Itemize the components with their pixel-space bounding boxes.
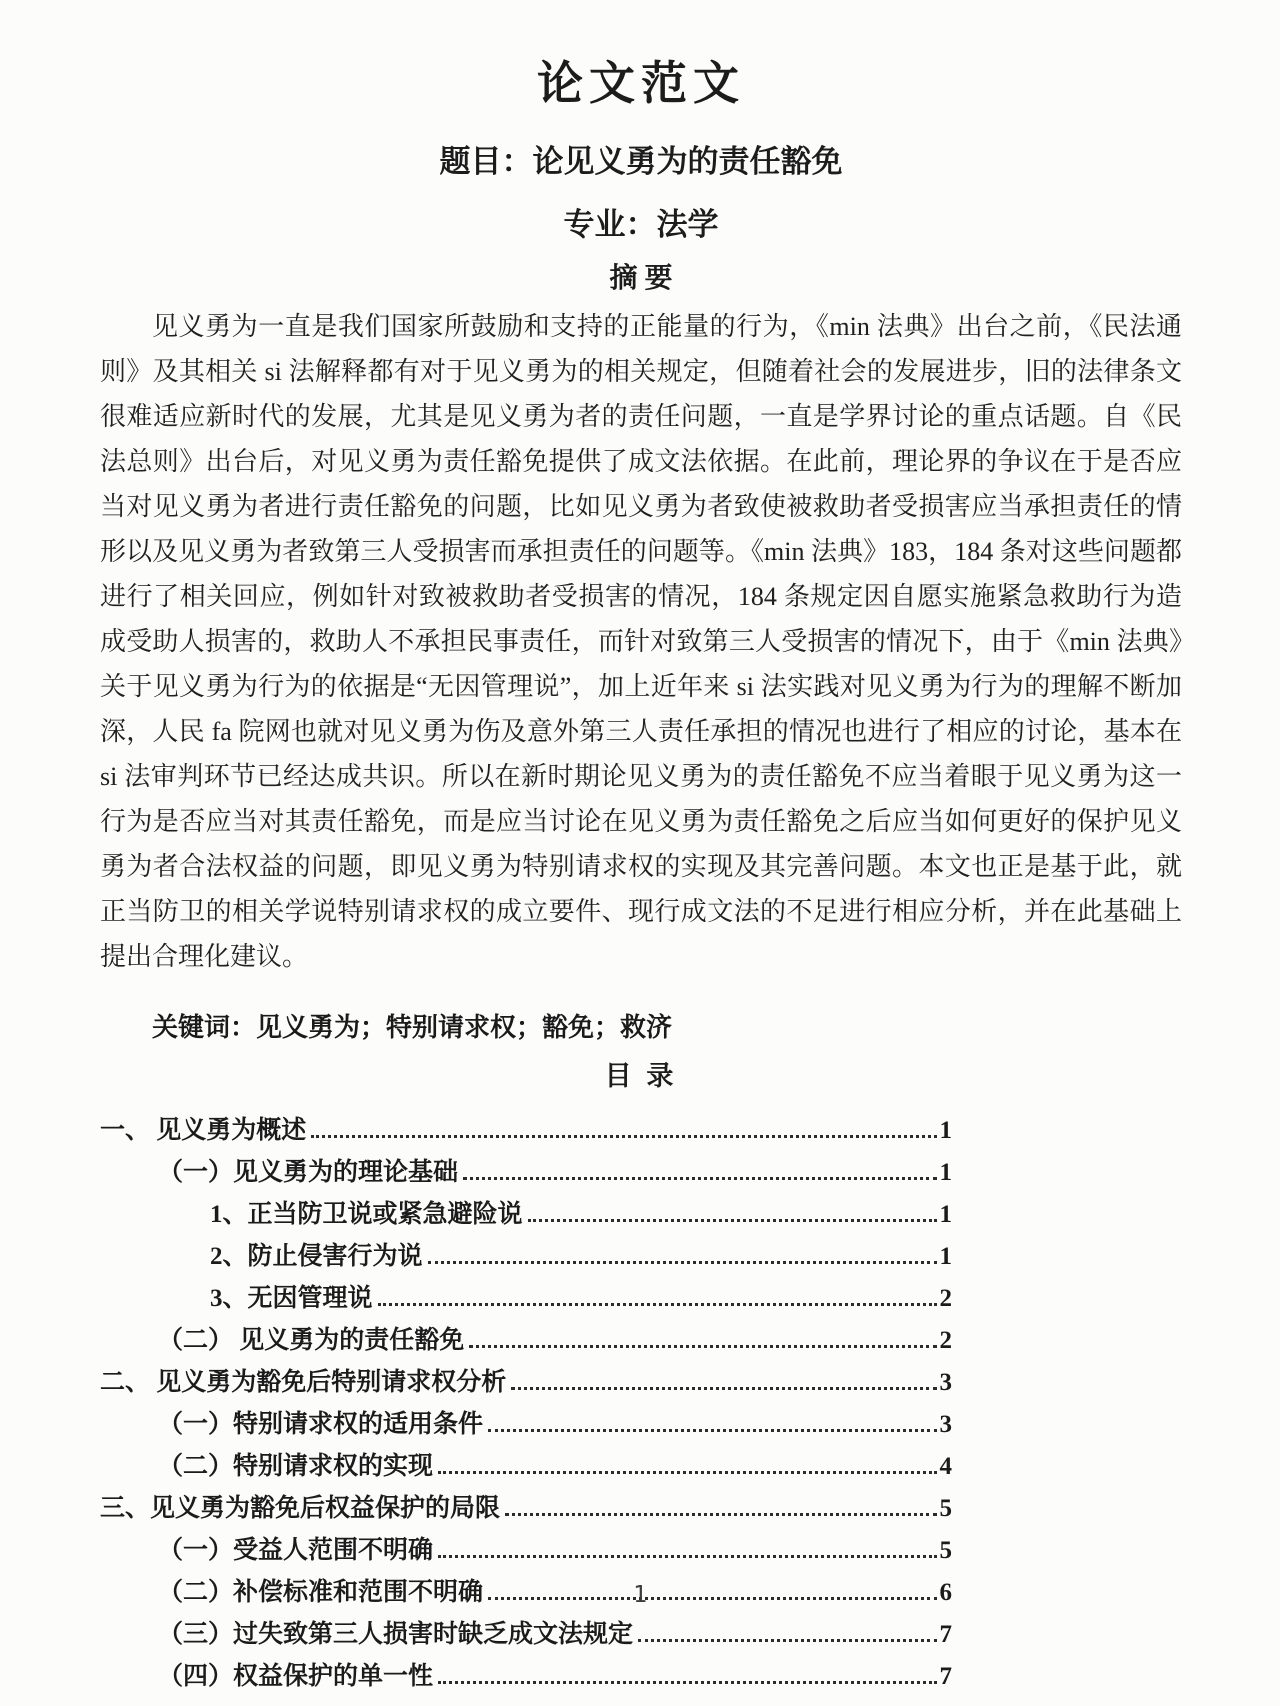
toc-entry bbox=[100, 1103, 952, 1145]
toc-heading: 目 录 bbox=[604, 1060, 678, 1091]
toc-dotted-leader bbox=[463, 1177, 936, 1180]
toc-entry-label: 1、正当防卫说或紧急避险说 bbox=[210, 1200, 523, 1228]
toc-entry-page: 5 bbox=[939, 1494, 952, 1522]
toc-entry-page: 2 bbox=[939, 1326, 952, 1354]
toc-entry-label: 2、防止侵害行为说 bbox=[210, 1242, 423, 1270]
toc-entry-label: （四）权益保护的单一性 bbox=[158, 1662, 434, 1690]
toc-entry bbox=[100, 1607, 952, 1649]
toc-dotted-leader bbox=[438, 1681, 936, 1684]
keywords-line: 关键词：见义勇为；特别请求权；豁免；救济 bbox=[152, 1012, 673, 1042]
toc-entry bbox=[100, 1187, 952, 1229]
toc-dotted-leader bbox=[438, 1471, 936, 1474]
abstract-paragraph: 见义勇为一直是我们国家所鼓励和支持的正能量的行为，《min 法典》出台之前，《民法通则》及其相关 si 法解释都有对于见义勇为的相关规定，但随着社会的发展进步，旧的法律条文很难适应新时代的发展，尤其是见义勇为者的责任问题，一直是学界讨论的重点话题。自《民法总则》出台后，对见义勇为责任豁免提供了成文法依据。在此前，理论界的争议在于是否应当对见义勇为者进行责任豁免的问题，比如见义勇为者致使被救助者受损害应当承担责任的情形以及见义勇为者致第三人受损害而承担责任的问题等。《min 法典》183，184 条对这些问题都进行了相关回应，例如针对致被救助者受损害的情况，184 条规定因自愿实施紧急救助行为造成受助人损害的，救助人不承担民事责任，而针对致第三人受损害的情况下，由于《min 法典》关于见义勇为行为的依据是“无因管理说”，加上近年来 si 法实践对见义勇为行为的理解不断加深，人民 fa 院网也就对见义勇为伤及意外第三人责任承担的情况也进行了相应的讨论，基本在 si 法审判环节已经达成共识。所以在新时期论见义勇为的责任豁免不应当着眼于见义勇为这一行为是否应当对其责任豁免，而是应当讨论在见义勇为责任豁免之后应当如何更好的保护见义勇为者合法权益的问题，即见义勇为特别请求权的实现及其完善问题。本文也正是基于此，就正当防卫的相关学说特别请求权的成立要件、现行成文法的不足进行相应分析，并在此基础上提出合理化建议。 bbox=[100, 311, 1182, 971]
toc-entry bbox=[100, 1523, 952, 1565]
toc-entry-page: 2 bbox=[939, 1284, 952, 1312]
toc-entry-page: 6 bbox=[939, 1578, 952, 1606]
toc-dotted-leader bbox=[378, 1303, 937, 1306]
toc-entry bbox=[100, 1229, 952, 1271]
toc-entry-label: （一）见义勇为的理论基础 bbox=[158, 1158, 459, 1186]
toc-entry bbox=[100, 1481, 952, 1523]
toc-entry-page: 1 bbox=[939, 1242, 952, 1270]
toc-dotted-leader bbox=[488, 1429, 936, 1432]
abstract-heading: 摘 要 bbox=[609, 262, 673, 294]
toc-entry bbox=[100, 1355, 952, 1397]
toc-entry bbox=[100, 1313, 952, 1355]
toc-entry-label: 3、无因管理说 bbox=[210, 1284, 373, 1312]
toc-entry-label: 一、 见义勇为概述 bbox=[100, 1116, 307, 1144]
toc-entry-label: 二、 见义勇为豁免后特别请求权分析 bbox=[100, 1368, 507, 1396]
document-title: 论文范文 bbox=[537, 58, 745, 109]
toc-entry-label: （三）过失致第三人损害时缺乏成文法规定 bbox=[158, 1620, 634, 1648]
toc-entry-page: 1 bbox=[939, 1200, 952, 1228]
toc-entry-label: （一）特别请求权的适用条件 bbox=[158, 1410, 484, 1438]
toc-entry-page: 7 bbox=[939, 1620, 952, 1648]
topic-line: 题目：论见义勇为的责任豁免 bbox=[439, 144, 843, 180]
toc-dotted-leader bbox=[428, 1261, 937, 1264]
toc-entry-label: （二）特别请求权的实现 bbox=[158, 1452, 434, 1480]
toc-dotted-leader bbox=[638, 1639, 936, 1642]
toc-entry bbox=[100, 1271, 952, 1313]
toc-entry-page: 5 bbox=[939, 1536, 952, 1564]
toc-entry bbox=[100, 1397, 952, 1439]
toc-dotted-leader bbox=[505, 1513, 936, 1516]
major-line: 专业：法学 bbox=[563, 206, 719, 242]
toc-entry-page: 3 bbox=[939, 1410, 952, 1438]
toc-entry-label: （二） 见义勇为的责任豁免 bbox=[158, 1326, 465, 1354]
toc-entry-label: （一）受益人范围不明确 bbox=[158, 1536, 434, 1564]
toc-dotted-leader bbox=[469, 1345, 936, 1348]
toc-entry-page: 4 bbox=[939, 1452, 952, 1480]
toc-entry bbox=[100, 1649, 952, 1691]
toc-entry-page: 1 bbox=[939, 1116, 952, 1144]
toc-dotted-leader bbox=[311, 1135, 936, 1138]
footer-page-number: 1 bbox=[633, 1582, 647, 1608]
toc-entry-page: 3 bbox=[939, 1368, 952, 1396]
toc-entry-label: （二）补偿标准和范围不明确 bbox=[158, 1578, 484, 1606]
toc-entry-page: 1 bbox=[939, 1158, 952, 1186]
toc-entry bbox=[100, 1439, 952, 1481]
toc-entry-page: 7 bbox=[939, 1662, 952, 1690]
toc-dotted-leader bbox=[511, 1387, 936, 1390]
toc-entry-label: 三、见义勇为豁免后权益保护的局限 bbox=[100, 1494, 501, 1522]
toc-dotted-leader bbox=[528, 1219, 937, 1222]
toc-dotted-leader bbox=[438, 1555, 936, 1558]
toc-entry bbox=[100, 1145, 952, 1187]
